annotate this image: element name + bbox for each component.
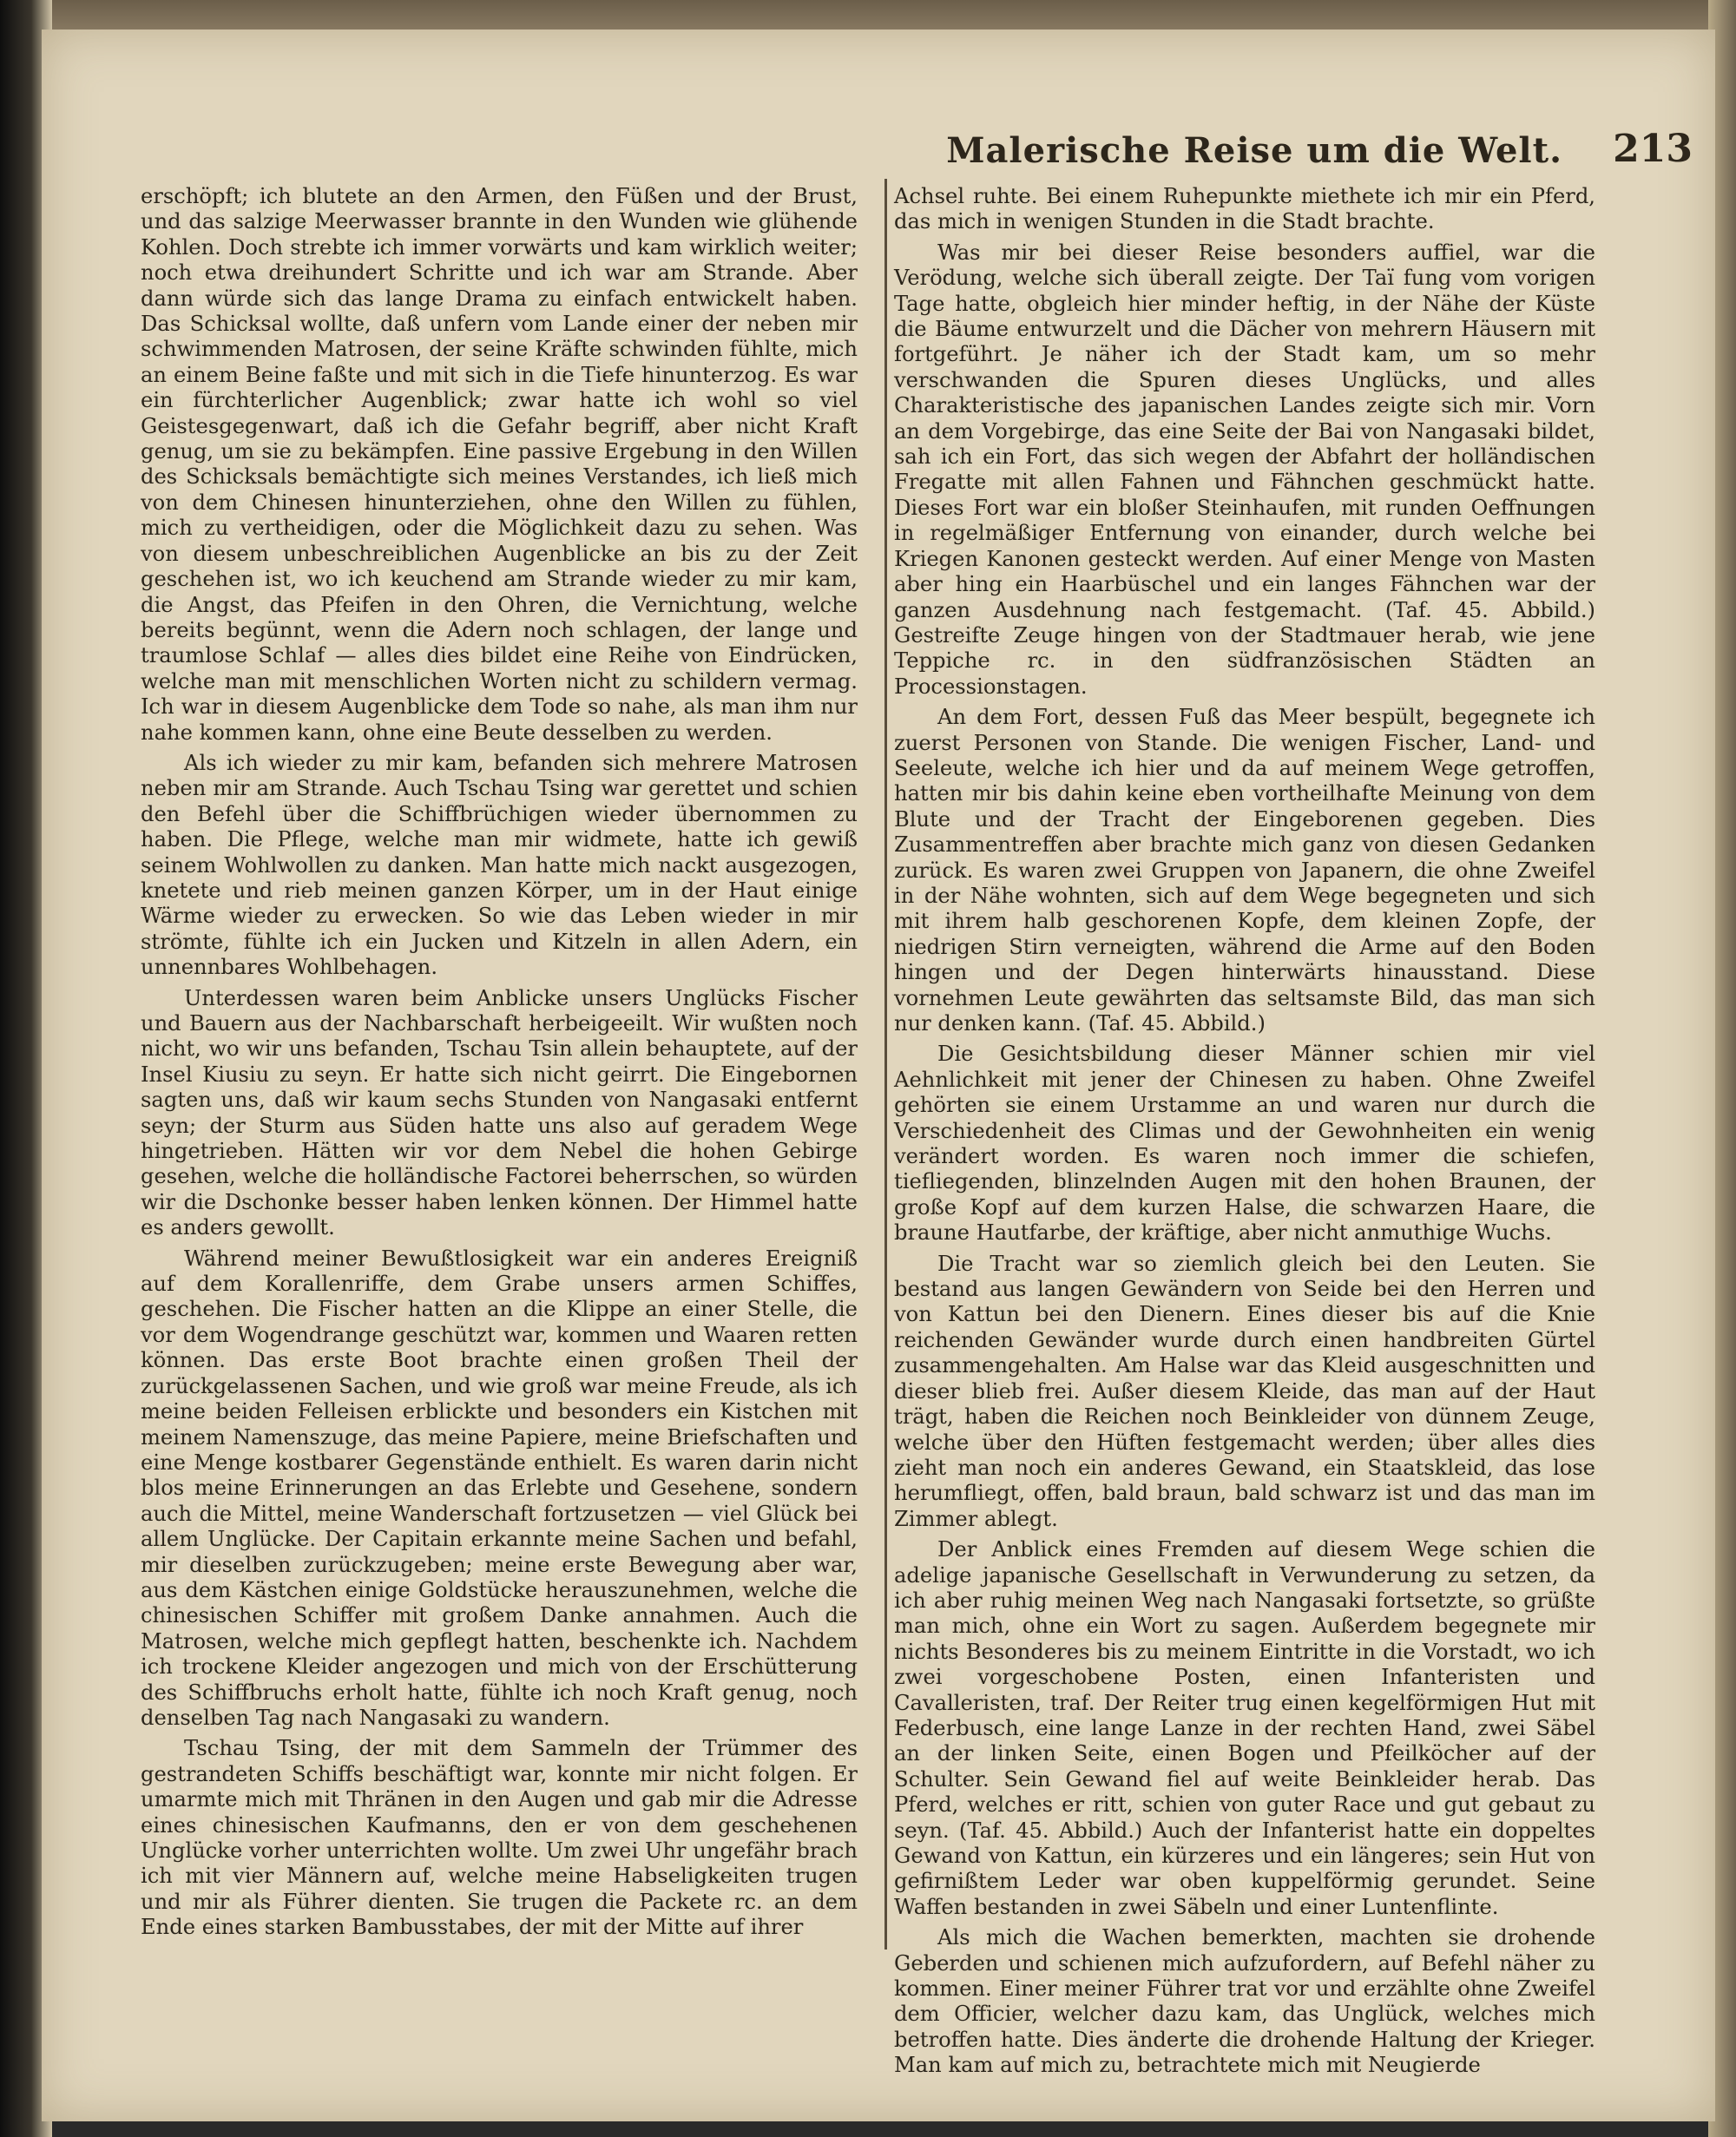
text-column-left xyxy=(141,184,858,1946)
paragraph: Die Tracht war so ziemlich gleich bei den Leuten. Sie bestand aus langen Gewändern von Seide bei den Herren und von Kattun bei den Dienern. Eines dieser bis auf die Knie reichenden Gewänder wurde durch einen handbreiten Gürtel zusammengehalten. Am Halse war das Kleid ausgeschnitten und dieser blieb frei. Außer diesem Kleide, das man auf der Haut trägt, haben die Reichen noch Beinkleider von dünnem Zeuge, welche über den Hüften festgemacht werden; über alles dies zieht man noch ein anderes Gewand, ein Staatskleid, das lose herumfliegt, offen, bald braun, bald schwarz ist und das man im Zimmer ablegt. xyxy=(894,1251,1595,1531)
paragraph: Tschau Tsing, der mit dem Sammeln der Trümmer des gestrandeten Schiffs beschäftigt war, konnte mir nicht folgen. Er umarmte mich mit Thränen in den Augen und gab mir die Adresse eines chinesischen Kaufmanns, den er von dem geschehenen Unglücke vorher unterrichten wollte. Um zwei Uhr ungefähr brach ich mit vier Männern auf, welche meine Habseligkeiten trugen und mir als Führer dienten. Sie trugen die Packete rc. an dem Ende eines starken Bambusstabes, der mit der Mitte auf ihrer xyxy=(141,1736,858,1940)
paragraph: Als ich wieder zu mir kam, befanden sich mehrere Matrosen neben mir am Strande. Auch Tschau Tsing war gerettet und schien den Befehl über die Schiffbrüchigen wieder übernommen zu haben. Die Pflege, welche man mir widmete, hatte ich gewiß seinem Wohlwollen zu danken. Man hatte mich nackt ausgezogen, knetete und rieb meinen ganzen Körper, um in der Haut einige Wärme wieder zu erwecken. So wie das Leben wieder in mir strömte, fühlte ich ein Jucken und Kitzeln in allen Adern, ein unnennbares Wohlbehagen. xyxy=(141,750,858,980)
paragraph: Als mich die Wachen bemerkten, machten sie drohende Geberden und schienen mich aufzufordern, auf Befehl näher zu kommen. Einer meiner Führer trat vor und erzählte ohne Zweifel dem Officier, welcher dazu kam, das Unglück, welches mich betroffen hatte. Dies änderte die drohende Haltung der Krieger. Man kam auf mich zu, betrachtete mich mit Neugierde xyxy=(894,1925,1595,2078)
paragraph: Der Anblick eines Fremden auf diesem Wege schien die adelige japanische Gesellschaft in Verwunderung zu setzen, da ich aber ruhig meinen Weg nach Nangasaki fortsetzte, so grüßte man mich, ohne ein Wort zu sagen. Außerdem begegnete mir nichts Besonderes bis zu meinem Eintritte in die Vorstadt, wo ich zwei vorgeschobene Posten, einen Infanteristen und Cavalleristen, traf. Der Reiter trug einen kegelförmigen Hut mit Federbusch, eine lange Lanze in der rechten Hand, zwei Säbel an der linken Seite, einen Bogen und Pfeilköcher auf der Schulter. Sein Gewand fiel auf weite Beinkleider herab. Das Pferd, welches er ritt, schien von guter Race und gut gebaut zu seyn. (Taf. 45. Abbild.) Auch der Infanterist hatte ein doppeltes Gewand von Kattun, ein kürzeres und ein längeres; sein Hut von gefirnißtem Leder war oben kuppelförmig gerundet. Seine Waffen bestanden in zwei Säbeln und einer Luntenflinte. xyxy=(894,1537,1595,1919)
page-number: 213 xyxy=(1613,127,1693,171)
paragraph: Die Gesichtsbildung dieser Männer schien mir viel Aehnlichkeit mit jener der Chinesen zu haben. Ohne Zweifel gehörten sie einem Urstamme an und waren nur durch die Verschiedenheit des Climas und der Gewohnheiten ein wenig verändert worden. Es waren noch immer die schiefen, tiefliegenden, blinzelnden Augen mit den hohen Braunen, der große Kopf auf dem kurzen Halse, die schwarzen Haare, die braune Hautfarbe, der kräftige, aber nicht anmuthige Wuchs. xyxy=(894,1042,1595,1246)
running-head-title: Malerische Reise um die Welt. xyxy=(946,130,1562,171)
paragraph: Unterdessen waren beim Anblicke unsers Unglücks Fischer und Bauern aus der Nachbarschaft herbeigeeilt. Wir wußten noch nicht, wo wir uns befanden, Tschau Tsin allein behauptete, auf der Insel Kiusiu zu seyn. Er hatte sich nicht geirrt. Die Eingebornen sagten uns, daß wir kaum sechs Stunden von Nangasaki entfernt seyn; der Sturm aus Süden hatte uns also auf geradem Wege hingetrieben. Hätten wir vor dem Nebel die hohen Gebirge gesehen, welche die holländische Factorei beherrschen, so würden wir die Dschonke besser haben lenken können. Der Himmel hatte es anders gewollt. xyxy=(141,985,858,1240)
column-divider xyxy=(884,179,887,1950)
paragraph: An dem Fort, dessen Fuß das Meer bespült, begegnete ich zuerst Personen von Stande. Die wenigen Fischer, Land- und Seeleute, welche ich hier und da auf meinem Wege getroffen, hatten mir bis dahin keine eben vortheilhafte Meinung von dem Blute und der Tracht der Eingeborenen gegeben. Dies Zusammentreffen aber brachte mich ganz von diesen Gedanken zurück. Es waren zwei Gruppen von Japanern, die ohne Zweifel in der Nähe wohnten, sich auf dem Wege begegneten und sich mit ihrem halb geschorenen Kopfe, dem kleinen Zopfe, der niedrigen Stirn verneigten, während die Arme auf den Boden hingen und der Degen hinterwärts hinausstand. Diese vornehmen Leute gewährten das seltsamste Bild, das man sich nur denken kann. (Taf. 45. Abbild.) xyxy=(894,705,1595,1036)
paragraph: Während meiner Bewußtlosigkeit war ein anderes Ereigniß auf dem Korallenriffe, dem Grabe unsers armen Schiffes, geschehen. Die Fischer hatten an die Klippe an einer Stelle, die vor dem Wogendrange geschützt war, kommen und Waaren retten können. Das erste Boot brachte einen großen Theil der zurückgelassenen Sachen, und wie groß war meine Freude, als ich meine beiden Felleisen erblickte und besonders ein Kistchen mit meinem Namenszuge, das meine Papiere, meine Briefschaften und eine Menge kostbarer Gegenstände enthielt. Es waren darin nicht blos meine Erinnerungen an das Erlebte und Gesehene, sondern auch die Mittel, meine Wanderschaft fortzusetzen — viel Glück bei allem Unglücke. Der Capitain erkannte meine Sachen und befahl, mir dieselben zurückzugeben; meine erste Bewegung aber war, aus dem Kästchen einige Goldstücke herauszunehmen, welche die chinesischen Schiffer mit großem Danke annahmen. Auch die Matrosen, welche mich gepflegt hatten, beschenkte ich. Nachdem ich trockene Kleider angezogen und mich von der Erschütterung des Schiffbruchs erholt hatte, fühlte ich noch Kraft genug, noch denselben Tag nach Nangasaki zu wandern. xyxy=(141,1246,858,1730)
paragraph: Was mir bei dieser Reise besonders auffiel, war die Verödung, welche sich überall zeigte. Der Taï fung vom vorigen Tage hatte, obgleich hier minder heftig, in der Nähe der Küste die Bäume entwurzelt und die Dächer von mehrern Häusern mit fortgeführt. Je näher ich der Stadt kam, um so mehr verschwanden die Spuren dieses Unglücks, und alles Charakteristische des japanischen Landes zeigte sich mir. Vorn an dem Vorgebirge, das eine Seite der Bai von Nangasaki bildet, sah ich ein Fort, das sich wegen der Abfahrt der holländischen Fregatte mit allen Fahnen und Fähnchen geschmückt hatte. Dieses Fort war ein bloßer Steinhaufen, mit runden Oeffnungen in regelmäßiger Entfernung von einander, durch welche bei Kriegen Kanonen gesteckt werden. Auf einer Menge von Masten aber hing ein Haarbüschel und ein langes Fähnchen war der ganzen Ausdehnung nach festgemacht. (Taf. 45. Abbild.) Gestreifte Zeuge hingen von der Stadtmauer herab, wie jene Teppiche rc. in den südfranzösischen Städten an Processionstagen. xyxy=(894,240,1595,699)
paragraph: erschöpft; ich blutete an den Armen, den Füßen und der Brust, und das salzige Meerwasser brannte in den Wunden wie glühende Kohlen. Doch strebte ich immer vorwärts und kam wirklich weiter; noch etwa dreihundert Schritte und ich war am Strande. Aber dann würde sich das lange Drama zu einfach entwickelt haben. Das Schicksal wollte, daß unfern vom Lande einer der neben mir schwimmenden Matrosen, der seine Kräfte schwinden fühlte, mich an einem Beine faßte und mit sich in die Tiefe hinunterzog. Es war ein fürchterlicher Augenblick; zwar hatte ich wohl so viel Geistesgegenwart, daß ich die Gefahr begriff, aber nicht Kraft genug, um sie zu bekämpfen. Eine passive Ergebung in den Willen des Schicksals bemächtigte sich meines Verstandes, ich ließ mich von dem Chinesen hinunterziehen, ohne den Willen zu fühlen, mich zu vertheidigen, oder die Möglichkeit dazu zu sehen. Was von diesem unbeschreiblichen Augenblicke an bis zu der Zeit geschehen ist, wo ich keuchend am Strande wieder zu mir kam, die Angst, das Pfeifen in den Ohren, die Vernichtung, welche bereits begünnt, wenn die Adern noch schlagen, der lange und traumlose Schlaf — alles dies bildet eine Reihe von Eindrücken, welche man mit menschlichen Worten nicht zu schildern vermag. Ich war in diesem Augenblicke dem Tode so nahe, als man ihm nur nahe kommen kann, ohne eine Beute desselben zu werden. xyxy=(141,184,858,745)
paragraph: Achsel ruhte. Bei einem Ruhepunkte miethete ich mir ein Pferd, das mich in wenigen Stunden in die Stadt brachte. xyxy=(894,184,1595,234)
text-column-right xyxy=(894,184,1595,2078)
